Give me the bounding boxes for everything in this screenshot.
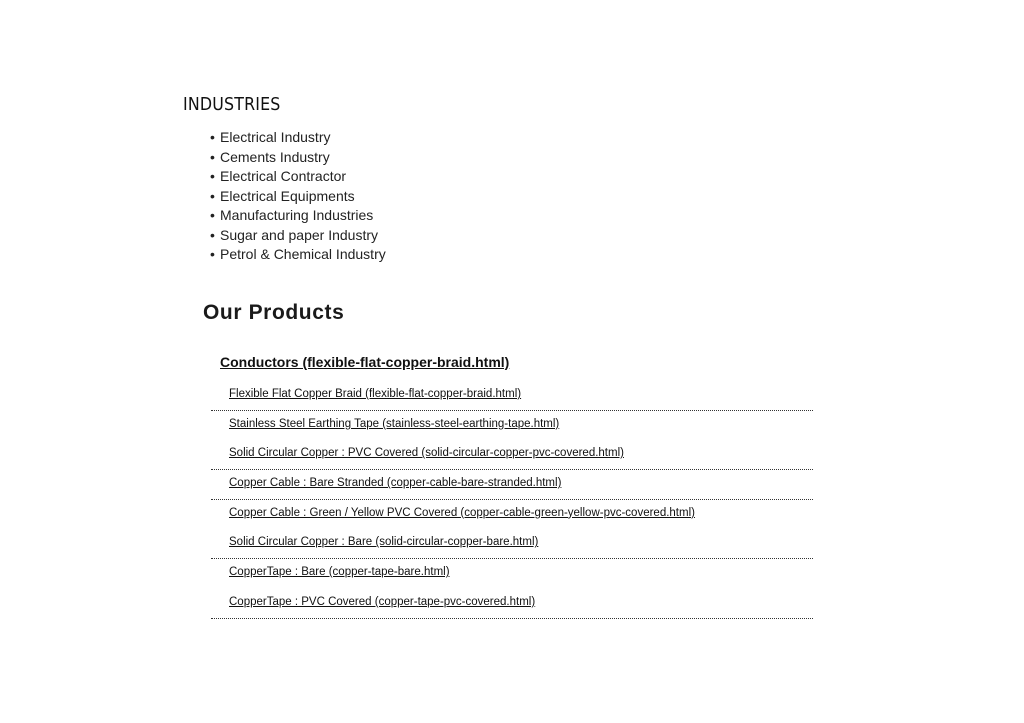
product-link[interactable]: Copper Cable : Bare Stranded (copper-cable-bare-stranded.html) — [229, 477, 562, 490]
product-link[interactable]: Copper Cable : Green / Yellow PVC Covered (copper-cable-green-yellow-pvc-covered.html) — [229, 506, 695, 519]
industries-list — [210, 128, 386, 265]
industry-item — [210, 245, 386, 265]
industry-item-label: Electrical Contractor — [220, 168, 347, 184]
industry-item — [210, 148, 386, 168]
industry-item-label: Cements Industry — [220, 148, 330, 165]
product-list-item — [211, 529, 813, 559]
product-list-item — [211, 381, 813, 411]
product-list-item — [211, 440, 813, 470]
bullet-icon: • — [210, 168, 215, 184]
product-link[interactable]: Stainless Steel Earthing Tape (stainless-steel-earthing-tape.html) — [229, 417, 560, 430]
industry-item-label: Electrical Industry — [220, 129, 331, 145]
product-list-item — [211, 411, 813, 441]
product-list-item — [211, 559, 813, 589]
industry-item — [210, 226, 386, 246]
industry-item-label: Petrol & Chemical Industry — [220, 246, 386, 262]
industry-item-label: Manufacturing Industries — [220, 207, 374, 223]
product-list-item — [211, 589, 813, 619]
bullet-icon: • — [210, 207, 215, 223]
product-link[interactable]: CopperTape : Bare (copper-tape-bare.html) — [229, 566, 450, 579]
industry-item-label: Electrical Equipments — [220, 187, 355, 204]
product-list-item — [211, 500, 813, 530]
bullet-icon: • — [210, 148, 215, 165]
product-link[interactable]: CopperTape : PVC Covered (copper-tape-pvc-covered.html) — [229, 595, 536, 608]
product-list — [211, 381, 813, 619]
bullet-icon: • — [210, 187, 215, 204]
product-link[interactable]: Solid Circular Copper : PVC Covered (solid-circular-copper-pvc-covered.html) — [229, 447, 624, 460]
product-link[interactable]: Flexible Flat Copper Braid (flexible-flat-copper-braid.html) — [229, 388, 522, 400]
industry-item — [210, 128, 386, 148]
product-link[interactable]: Solid Circular Copper : Bare (solid-circular-copper-bare.html) — [229, 536, 539, 549]
industry-item — [210, 167, 386, 187]
industry-item — [210, 206, 386, 226]
conductors-category-link[interactable]: Conductors (flexible-flat-copper-braid.html) — [220, 354, 510, 370]
industries-heading: INDUSTRIES — [183, 94, 281, 115]
industry-item-label: Sugar and paper Industry — [220, 226, 378, 243]
bullet-icon: • — [210, 246, 215, 262]
bullet-icon: • — [210, 129, 215, 145]
industry-item — [210, 187, 386, 207]
products-heading: Our Products — [203, 301, 345, 324]
bullet-icon: • — [210, 226, 215, 243]
product-list-item — [211, 470, 813, 500]
